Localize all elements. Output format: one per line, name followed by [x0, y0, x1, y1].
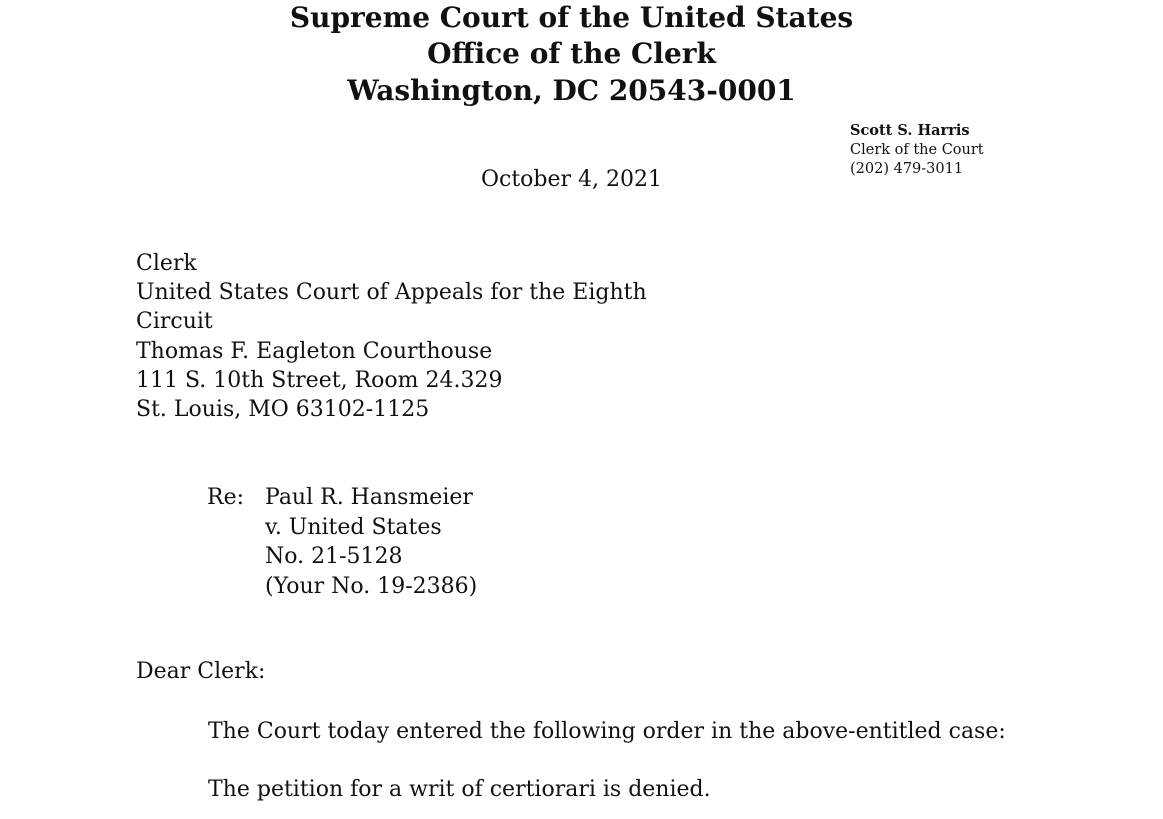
body-paragraph-denial: The petition for a writ of certiorari is denied. — [208, 777, 711, 802]
clerk-phone: (202) 479-3011 — [850, 161, 964, 177]
recipient-line: United States Court of Appeals for the Eighth — [136, 280, 647, 306]
recipient-line: Thomas F. Eagleton Courthouse — [136, 338, 493, 364]
recipient-address — [136, 249, 647, 424]
case-number: No. 21-5128 — [265, 544, 403, 569]
clerk-name: Scott S. Harris — [850, 122, 970, 139]
letterhead-address: Washington, DC 20543-0001 — [347, 74, 796, 107]
clerk-title: Clerk of the Court — [850, 141, 984, 158]
body-paragraph-order: The Court today entered the following order in the above-entitled case: — [208, 719, 1006, 744]
recipient-line: St. Louis, MO 63102-1125 — [136, 397, 430, 423]
case-party: Paul R. Hansmeier — [265, 485, 473, 510]
recipient-line: Circuit — [136, 309, 213, 335]
letterhead-court-name: Supreme Court of the United States — [289, 1, 854, 34]
re-label: Re: — [207, 485, 244, 510]
recipient-line: 111 S. 10th Street, Room 24.329 — [136, 367, 503, 393]
case-reference — [265, 483, 477, 601]
salutation: Dear Clerk: — [136, 659, 266, 684]
lower-court-number: (Your No. 19-2386) — [265, 573, 478, 599]
letter-date: October 4, 2021 — [480, 167, 663, 192]
letterhead-office: Office of the Clerk — [427, 37, 716, 70]
case-opposing-party: v. United States — [265, 514, 442, 540]
recipient-line: Clerk — [136, 251, 197, 276]
